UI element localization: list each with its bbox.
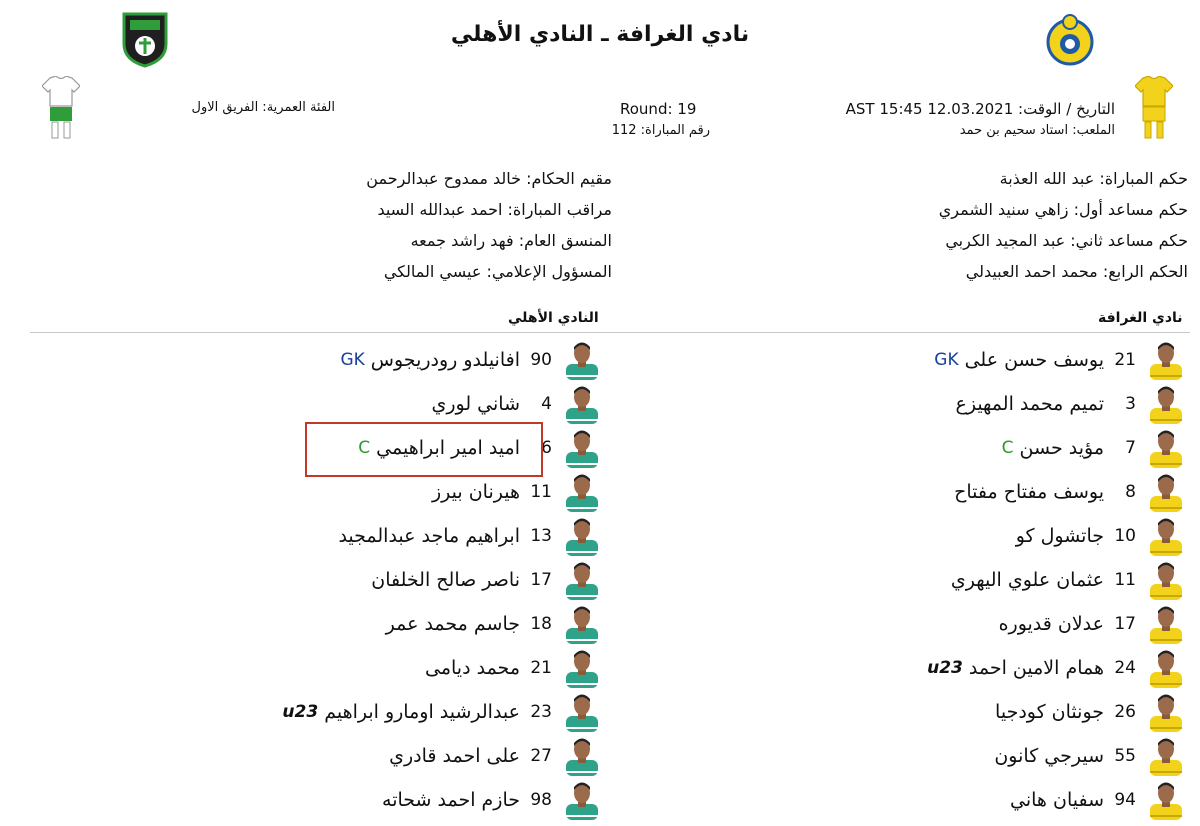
player-number: 21 [1114,350,1136,370]
stadium: الملعب: استاد سحيم بن حمد [959,123,1115,138]
player-number: 17 [530,570,552,590]
player-name: سيرجي كانون [994,745,1104,767]
player-avatar-icon [1150,560,1182,600]
player-name: يوسف حسن على [964,349,1104,371]
round-number: Round: 19 [620,100,697,118]
player-name: ناصر صالح الخلفان [371,569,520,591]
player-name: عبدالرشيد اومارو ابراهيم [324,701,520,723]
player-name: مؤيد حسن [1019,437,1104,459]
player-number: 4 [541,394,552,414]
player-row [338,514,598,558]
player-tag-gk: GK [934,350,959,370]
player-tag-c: C [358,438,371,458]
player-number: 3 [1125,394,1136,414]
player-avatar-icon [566,516,598,556]
player-name: ابراهيم ماجد عبدالمجيد [338,525,520,547]
official-fourth: الحكم الرابع: محمد احمد العبيدلي [965,262,1188,281]
player-name: على احمد قادري [389,745,520,767]
player-number: 11 [530,482,552,502]
official-assistant-2: حكم مساعد ثاني: عبد المجيد الكربي [945,231,1188,250]
player-name: محمد دیامی [425,657,520,679]
player-name: جاتشول كو [1015,525,1104,547]
player-row [371,558,598,602]
player-row [1016,514,1182,558]
match-datetime: التاريخ / الوقت: 12.03.2021 15:45 AST [845,100,1115,118]
player-name: جونثان كودجيا [995,701,1104,723]
player-number: 24 [1114,658,1136,678]
player-avatar-icon [1150,736,1182,776]
officials-right [840,163,1188,287]
player-row [994,734,1182,778]
player-avatar-icon [566,604,598,644]
captain-highlight-box [305,422,543,477]
player-avatar-icon [1150,648,1182,688]
player-avatar-icon [1150,692,1182,732]
player-tag-u23: u23 [282,702,319,722]
official-assessor: مقيم الحكام: خالد ممدوح عبدالرحمن [366,169,612,188]
player-name: افانيلدو رودريجوس [370,349,520,371]
player-tag-c: C [1001,438,1014,458]
player-name: عثمان علوي اليهري [950,569,1104,591]
official-media: المسؤول الإعلامي: عيسي المالكي [383,262,612,281]
player-number: 7 [1125,438,1136,458]
match-title: نادي الغرافة ـ النادي الأهلي [450,22,750,47]
age-category: الفئة العمرية: الفريق الاول [191,100,335,115]
player-avatar-icon [1150,472,1182,512]
player-number: 18 [530,614,552,634]
player-number: 8 [1125,482,1136,502]
player-name: شاني لوري [431,393,520,415]
player-avatar-icon [1150,516,1182,556]
player-number: 90 [530,350,552,370]
match-number: رقم المباراة: 112 [611,123,710,138]
player-name: عدلان قديوره [998,613,1104,635]
player-row [389,734,598,778]
player-row [951,558,1182,602]
officials-left [280,163,612,287]
player-avatar-icon [566,648,598,688]
player-row [927,646,1182,690]
official-assistant-1: حكم مساعد أول: زاهي سنيد الشمري [938,200,1188,219]
player-name: جاسم محمد عمر [385,613,520,635]
player-number: 26 [1114,702,1136,722]
player-number: 13 [530,526,552,546]
divider [30,332,1190,333]
player-avatar-icon [1150,604,1182,644]
player-row [386,602,598,646]
player-avatar-icon [566,692,598,732]
player-name: حازم احمد شحاته [382,789,520,811]
al-gharafa-kit-icon [1135,76,1173,140]
player-name: تميم محمد المهيزع [955,393,1104,415]
player-number: 98 [530,790,552,810]
player-number: 94 [1114,790,1136,810]
player-name: همام الامين احمد [968,657,1104,679]
player-number: 10 [1114,526,1136,546]
player-name: هيرنان بيرز [432,481,520,503]
player-number: 23 [530,702,552,722]
official-match-commissioner: مراقب المباراة: احمد عبدالله السيد [377,200,612,219]
player-name: اميد امير ابراهيمي [376,437,520,459]
official-referee: حكم المباراة: عبد الله العذبة [999,169,1188,188]
player-row [995,690,1182,734]
player-row [431,382,598,426]
official-coordinator: المنسق العام: فهد راشد جمعه [410,231,612,250]
home-team-name: نادي الغرافة [1098,310,1183,326]
player-avatar-icon [566,560,598,600]
player-row [425,646,598,690]
player-row [954,470,1182,514]
player-row [934,338,1182,382]
player-avatar-icon [566,428,598,468]
player-avatar-icon [1150,340,1182,380]
player-avatar-icon [566,780,598,820]
player-row [340,338,598,382]
player-row [956,382,1183,426]
player-avatar-icon [1150,384,1182,424]
player-avatar-icon [566,736,598,776]
player-number: 17 [1114,614,1136,634]
player-avatar-icon [1150,428,1182,468]
player-avatar-icon [566,340,598,380]
player-avatar-icon [1150,780,1182,820]
player-tag-u23: u23 [927,658,963,678]
player-avatar-icon [566,384,598,424]
player-name: سفيان هاني [1010,789,1104,811]
player-number: 21 [530,658,552,678]
player-row [282,690,598,734]
al-ahli-kit-icon [42,76,80,140]
player-row [1002,426,1182,470]
player-name: يوسف مفتاح مفتاح [954,481,1104,503]
away-team-name: النادي الأهلي [508,310,599,326]
al-gharafa-logo-icon [1045,10,1095,68]
player-number: 55 [1114,746,1136,766]
player-row [1010,778,1182,822]
player-row [382,778,598,822]
player-row [999,602,1182,646]
player-number: 27 [530,746,552,766]
player-number: 6 [541,438,552,458]
al-ahli-logo-icon [120,10,170,68]
player-number: 11 [1114,570,1136,590]
player-avatar-icon [566,472,598,512]
player-tag-gk: GK [340,350,365,370]
